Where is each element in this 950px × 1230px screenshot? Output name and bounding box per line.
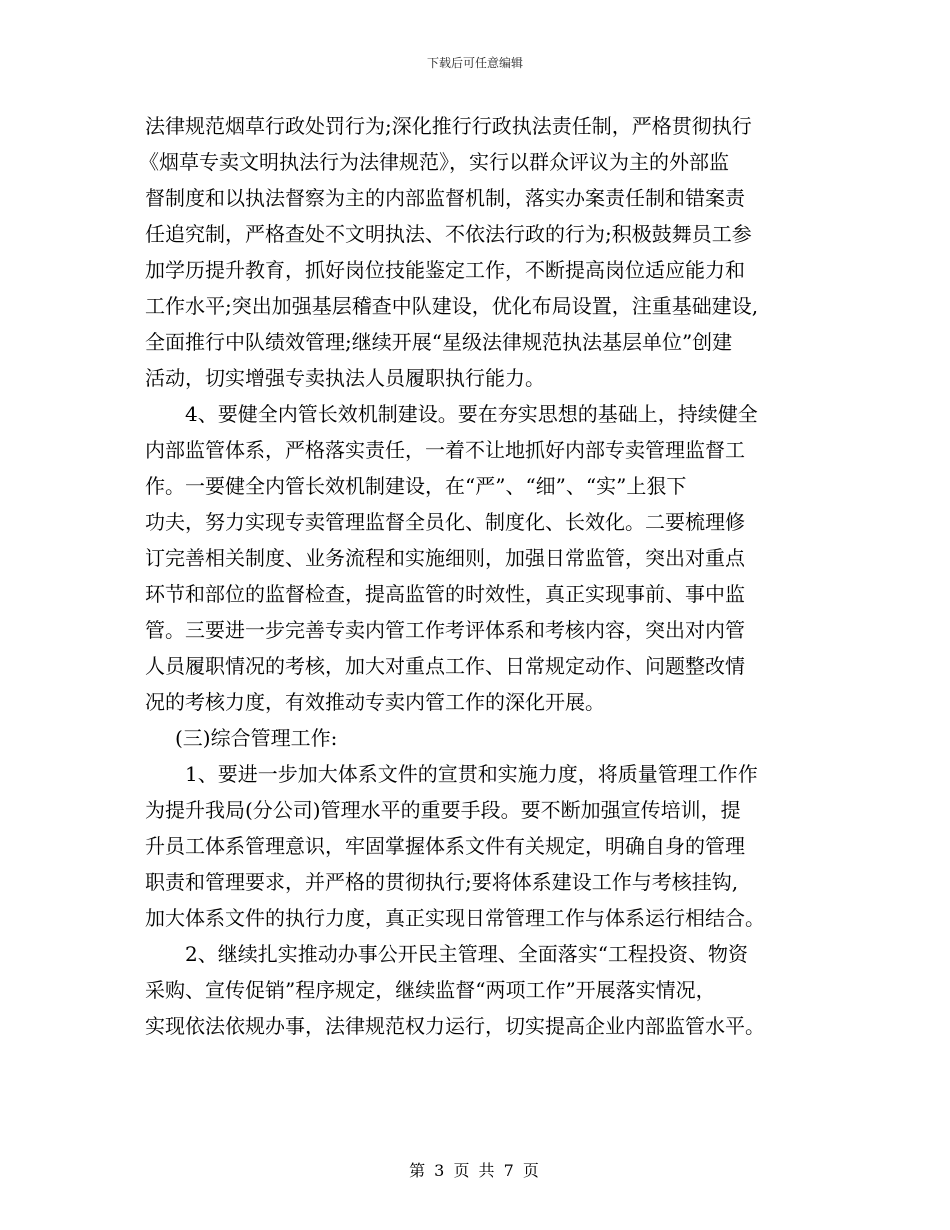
text-line: 升员工体系管理意识，牢固掌握体系文件有关规定，明确自身的管理 xyxy=(145,834,745,858)
text-line: 活动，切实增强专卖执法人员履职执行能力。 xyxy=(145,366,545,390)
text-line: 功夫，努力实现专卖管理监督全员化、制度化、长效化。二要梳理修 xyxy=(145,510,745,534)
text-line: 内部监管体系，严格落实责任，一着不让地抓好内部专卖管理监督工 xyxy=(145,438,745,462)
text-line: 为提升我局(分公司)管理水平的重要手段。要不断加强宣传培训，提 xyxy=(145,798,741,822)
text-line: 环节和部位的监督检查，提高监管的时效性，真正实现事前、事中监 xyxy=(145,582,745,606)
page-footer: 第 3 页 共 7 页 xyxy=(409,1161,541,1180)
text-line: 况的考核力度，有效推动专卖内管工作的深化开展。 xyxy=(145,690,605,714)
text-line: 2、继续扎实推动办事公开民主管理、全面落实“工程投资、物资 xyxy=(185,942,748,966)
text-line: 采购、宣传促销”程序规定，继续监督“两项工作”开展落实情况， xyxy=(145,978,716,1002)
text-line: 督制度和以执法督察为主的内部监督机制，落实办案责任制和错案责 xyxy=(145,186,745,210)
text-line: 职责和管理要求，并严格的贯彻执行;要将体系建设工作与考核挂钩, xyxy=(145,870,739,894)
text-line: 加大体系文件的执行力度，真正实现日常管理工作与体系运行相结合。 xyxy=(145,906,765,930)
text-line: 法律规范烟草行政处罚行为;深化推行行政执法责任制，严格贯彻执行 xyxy=(145,114,752,138)
text-line: 加学历提升教育，抓好岗位技能鉴定工作，不断提高岗位适应能力和 xyxy=(145,258,745,282)
text-line: 人员履职情况的考核，加大对重点工作、日常规定动作、问题整改情 xyxy=(145,654,745,678)
page-header: 下载后可任意编辑 xyxy=(426,56,523,70)
section-heading: (三)综合管理工作: xyxy=(175,726,338,750)
text-line: 工作水平;突出加强基层稽查中队建设，优化布局设置，注重基础建设, xyxy=(145,294,759,318)
text-line: 全面推行中队绩效管理;继续开展“星级法律规范执法基层单位”创建 xyxy=(145,330,733,354)
text-line: 4、要健全内管长效机制建设。要在夯实思想的基础上，持续健全 xyxy=(185,402,758,426)
text-line: 《烟草专卖文明执法行为法律规范》，实行以群众评议为主的外部监 xyxy=(139,150,729,174)
text-line: 实现依法依规办事，法律规范权力运行，切实提高企业内部监管水平。 xyxy=(145,1014,765,1038)
text-line: 管。三要进一步完善专卖内管工作考评体系和考核内容，突出对内管 xyxy=(145,618,745,642)
text-line: 1、要进一步加大体系文件的宣贯和实施力度，将质量管理工作作 xyxy=(185,762,758,786)
text-line: 作。一要健全内管长效机制建设，在“严”、“细”、“实”上狠下 xyxy=(145,474,687,498)
text-line: 订完善相关制度、业务流程和实施细则，加强日常监管，突出对重点 xyxy=(145,546,745,570)
text-line: 任追究制，严格查处不文明执法、不依法行政的行为;积极鼓舞员工参 xyxy=(145,222,752,246)
